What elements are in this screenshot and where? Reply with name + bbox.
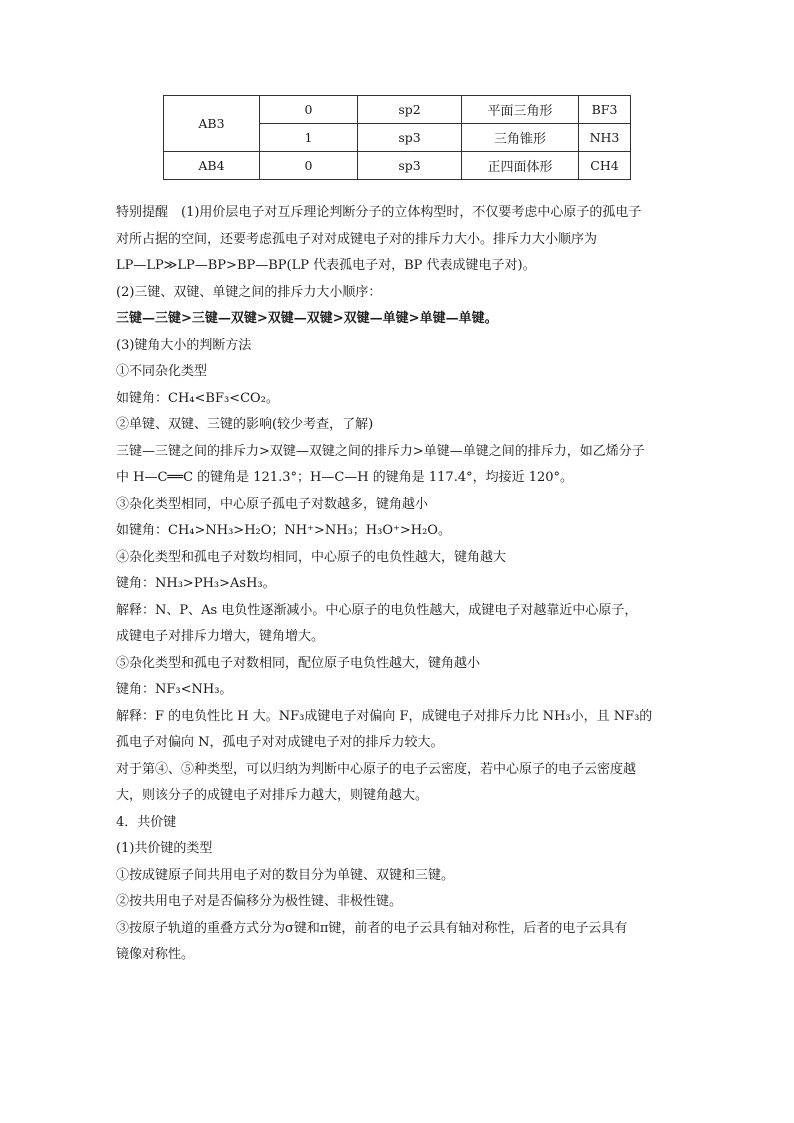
- covalent-types-heading: (1)共价键的类型: [116, 841, 213, 856]
- table-cell-hybridization: sp2: [358, 96, 462, 124]
- item-4-example: 键角：NH₃>PH₃>AsH₃。: [116, 576, 276, 591]
- item-1-example: 如键角：CH₄<BF₃<CO₂。: [116, 390, 279, 406]
- item-3-heading: ③杂化类型相同，中心原子孤电子对数越多，键角越小: [116, 496, 429, 512]
- covalent-type-2: ②按共用电子对是否偏移分为极性键、非极性键。: [116, 894, 403, 909]
- body-text: [116, 200, 682, 969]
- table-cell-example: BF3: [579, 96, 631, 124]
- table-cell-group: AB4: [164, 152, 260, 180]
- summary-line-2: 大，则该分子的成键电子对排斥力越大，则键角越大。: [116, 788, 429, 803]
- covalent-type-1: ①按成键原子间共用电子对的数目分为单键、双键和三键。: [116, 867, 455, 883]
- item-4-explain-line-1: 解释：N、P、As 电负性逐渐减小。中心原子的电负性越大，成键电子对越靠近中心原子，: [116, 602, 638, 618]
- item-5-heading: ⑤杂化类型和孤电子对数相同，配位原子电负性越大，键角越小: [116, 655, 481, 671]
- covalent-type-3-line-1: ③按原子轨道的重叠方式分为σ键和π键，前者的电子云具有轴对称性，后者的电子云具有: [116, 920, 628, 936]
- special-note-line-1: 特别提醒 (1)用价层电子对互斥理论判断分子的立体构型时，不仅要考虑中心原子的孤电子: [116, 205, 642, 220]
- bond-angle-heading: (3)键角大小的判断方法: [116, 337, 252, 353]
- table-cell-group: AB3: [164, 96, 260, 152]
- section-4-heading: 4．共价键: [116, 814, 177, 830]
- item-5-explain-line-1: 解释：F 的电负性比 H 大。NF₃成键电子对偏向 F，成键电子对排斥力比 NH₃小，且 NF₃的: [116, 708, 653, 724]
- item-4-heading: ④杂化类型和孤电子对数均相同，中心原子的电负性越大，键角越大: [116, 549, 507, 565]
- table-cell-shape: 三角锥形: [462, 124, 579, 152]
- table-cell-shape: 正四面体形: [462, 152, 579, 180]
- special-note-line-3: LP—LP≫LP—BP>BP—BP(LP 代表孤电子对，BP 代表成键电子对)。: [116, 258, 536, 273]
- vsepr-table: [163, 95, 631, 180]
- item-4-explain-line-2: 成键电子对排斥力增大，键角增大。: [116, 629, 325, 644]
- item-2-text-line-2: 中 H—C══C 的键角是 121.3°；H—C—H 的键角是 117.4°，均接近 120°。: [116, 470, 574, 485]
- summary-line-1: 对于第④、⑤种类型，可以归纳为判断中心原子的电子云密度，若中心原子的电子云密度越: [116, 761, 637, 777]
- item-2-text-line-1: 三键—三键之间的排斥力>双键—双键之间的排斥力>单键—单键之间的排斥力，如乙烯分子: [116, 443, 645, 459]
- item-3-example: 如键角：CH₄>NH₃>H₂O；NH⁺>NH₃；H₃O⁺>H₂O。: [116, 523, 451, 538]
- covalent-type-3-line-2: 镜像对称性。: [116, 947, 195, 962]
- table-cell-shape: 平面三角形: [462, 96, 579, 124]
- repulsion-order: 三键—三键>三键—双键>双键—双键>双键—单键>单键—单键。: [116, 311, 498, 326]
- special-note-line-2: 对所占据的空间，还要考虑孤电子对对成键电子对的排斥力大小。排斥力大小顺序为: [116, 231, 598, 247]
- item-1-heading: ①不同杂化类型: [116, 364, 208, 379]
- item-5-example: 键角：NF₃<NH₃。: [116, 682, 233, 697]
- table-cell-lone-pairs: 0: [260, 96, 358, 124]
- table-cell-lone-pairs: 0: [260, 152, 358, 180]
- table-cell-hybridization: sp3: [358, 124, 462, 152]
- item-5-explain-line-2: 孤电子对偏向 N，孤电子对对成键电子对的排斥力较大。: [116, 735, 444, 750]
- table-row: [164, 96, 631, 124]
- table-cell-hybridization: sp3: [358, 152, 462, 180]
- table-row: [164, 152, 631, 180]
- table-cell-example: NH3: [579, 124, 631, 152]
- repulsion-heading: (2)三键、双键、单键之间的排斥力大小顺序：: [116, 284, 382, 300]
- table-cell-lone-pairs: 1: [260, 124, 358, 152]
- item-2-heading: ②单键、双键、三键的影响(较少考查，了解): [116, 417, 374, 432]
- table-cell-example: CH4: [579, 152, 631, 180]
